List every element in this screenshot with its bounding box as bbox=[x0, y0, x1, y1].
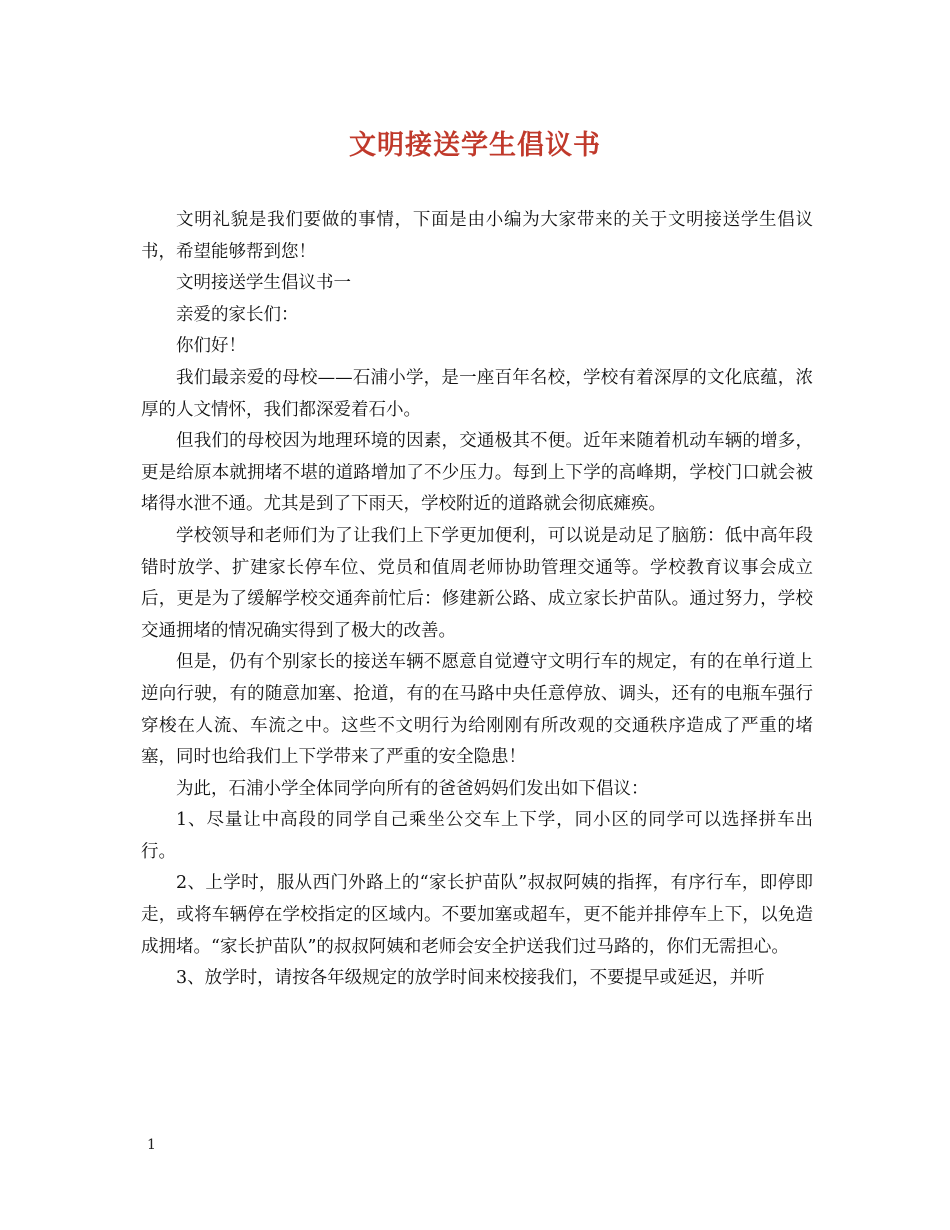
paragraph-uncivil-behavior: 但是，仍有个别家长的接送车辆不愿意自觉遵守文明行车的规定，有的在单行道上逆向行驶，有的随意加塞、抢道，有的在马路中央任意停放、调头，还有的电瓶车强行穿梭在人流、车流之中。这些不文明行为给刚刚有所改观的交通秩序造成了严重的堵塞，同时也给我们上下学带来了严重的安全隐患！ bbox=[141, 652, 813, 768]
paragraph-school-efforts: 学校领导和老师们为了让我们上下学更加便利，可以说是动足了脑筋：低中高年段错时放学、扩建家长停车位、党员和值周老师协助管理交通等。学校教育议事会成立后，更是为了缓解学校交通奔前忙后：修建新公路、成立家长护苗队。通过努力，学校交通拥堵的情况确实得到了极大的改善。 bbox=[141, 525, 813, 641]
paragraph-traffic-problem: 但我们的母校因为地理环境的因素，交通极其不便。近年来随着机动车辆的增多，更是给原本就拥堵不堪的道路增加了不少压力。每到上下学的高峰期，学校门口就会被堵得水泄不通。尤其是到了下雨天，学校附近的道路就会彻底瘫痪。 bbox=[141, 431, 813, 515]
paragraph-proposal-intro: 为此，石浦小学全体同学向所有的爸爸妈妈们发出如下倡议： bbox=[176, 778, 649, 799]
paragraph-greeting: 你们好！ bbox=[176, 336, 246, 357]
paragraph-section-heading: 文明接送学生倡议书一 bbox=[176, 273, 351, 294]
paragraph-salutation: 亲爱的家长们： bbox=[176, 304, 299, 325]
page-number: 1 bbox=[147, 1137, 156, 1153]
paragraph-proposal-2: 2、上学时，服从西门外路上的“家长护苗队”叔叔阿姨的指挥，有序行车，即停即走，或将车辆停在学校指定的区域内。不要加塞或超车，更不能并排停车上下，以免造成拥堵。“家长护苗队”的叔叔阿姨和老师会安全护送我们过马路的，你们无需担心。 bbox=[141, 873, 813, 957]
paragraph-proposal-3: 3、放学时，请按各年级规定的放学时间来校接我们，不要提早或延迟，并听 bbox=[176, 968, 765, 989]
paragraph-school-intro: 我们最亲爱的母校——石浦小学，是一座百年名校，学校有着深厚的文化底蕴，浓厚的人文情怀，我们都深爱着石小。 bbox=[141, 367, 813, 420]
paragraph-proposal-1: 1、尽量让中高段的同学自己乘坐公交车上下学，同小区的同学可以选择拼车出行。 bbox=[141, 810, 813, 862]
document-body bbox=[141, 205, 813, 995]
document-title: 文明接送学生倡议书 bbox=[349, 130, 601, 161]
paragraph-intro: 文明礼貌是我们要做的事情，下面是由小编为大家带来的关于文明接送学生倡议书，希望能够帮到您！ bbox=[141, 210, 813, 262]
